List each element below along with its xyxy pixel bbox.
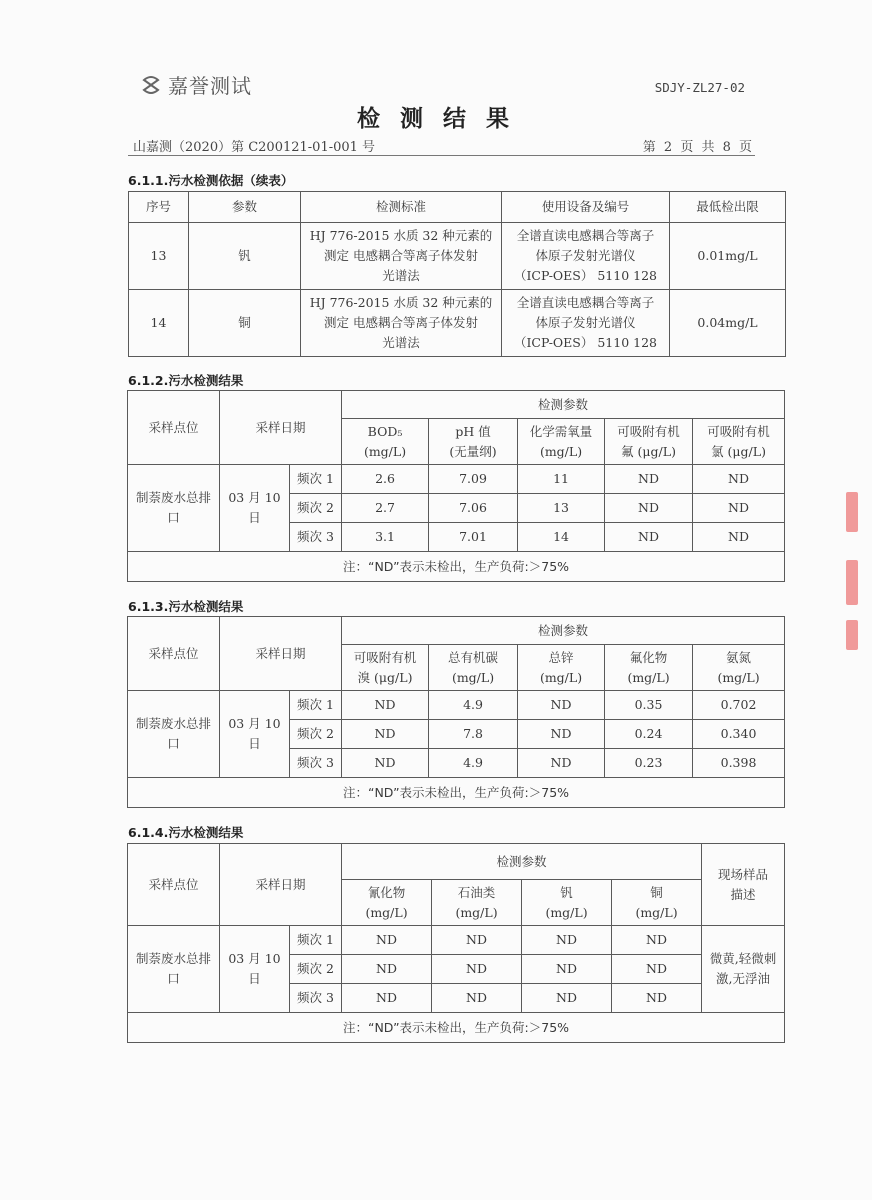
value-cell: ND	[605, 465, 693, 494]
table-row	[129, 223, 786, 290]
value-cell: 0.24	[605, 720, 693, 749]
site-header: 采样点位	[128, 844, 220, 926]
freq-cell: 频次 2	[290, 955, 342, 984]
col-header: pH 值 (无量纲)	[429, 419, 518, 465]
value-cell: ND	[342, 691, 429, 720]
value-cell: ND	[518, 749, 605, 778]
col-header: 总有机碳 (mg/L)	[429, 645, 518, 691]
freq-cell: 频次 1	[290, 691, 342, 720]
col-header: 氟化物 (mg/L)	[605, 645, 693, 691]
value-cell: 7.09	[429, 465, 518, 494]
company-logo	[140, 70, 252, 99]
seal-fragment	[846, 620, 858, 650]
section-title-6-1-1: 6.1.1.污水检测依据（续表）	[128, 173, 294, 188]
value-cell: 4.9	[429, 749, 518, 778]
col-header: 铜 (mg/L)	[612, 880, 702, 926]
date-header: 采样日期	[220, 844, 342, 926]
serial-cell: 13	[129, 223, 189, 290]
value-cell: ND	[432, 984, 522, 1013]
table-row	[128, 465, 785, 494]
value-cell: 7.01	[429, 523, 518, 552]
logo-text: 嘉誉测试	[168, 74, 252, 98]
seal-fragment	[846, 492, 858, 532]
value-cell: ND	[612, 984, 702, 1013]
equipment-cell: 全谱直读电感耦合等离子 体原子发射光谱仪 （ICP-OES） 5110 128	[502, 290, 670, 357]
limit-cell: 0.04mg/L	[670, 290, 786, 357]
freq-cell: 频次 3	[290, 984, 342, 1013]
header-divider	[128, 155, 755, 156]
value-cell: 2.6	[342, 465, 429, 494]
note-cell: 注：“ND”表示未检出，生产负荷:＞75%	[128, 778, 785, 808]
date-header: 采样日期	[220, 391, 342, 465]
params-header: 检测参数	[342, 617, 785, 645]
site-header: 采样点位	[128, 617, 220, 691]
value-cell: ND	[522, 984, 612, 1013]
value-cell: 0.23	[605, 749, 693, 778]
header-cell: 最低检出限	[670, 192, 786, 223]
freq-cell: 频次 2	[290, 494, 342, 523]
date-cell: 03 月 10 日	[220, 465, 290, 552]
logo-mark-icon	[140, 74, 162, 96]
page-title: 检 测 结 果	[356, 106, 516, 132]
document-code: SDJY-ZL27-02	[654, 80, 745, 95]
params-header: 检测参数	[342, 391, 785, 419]
limit-cell: 0.01mg/L	[670, 223, 786, 290]
value-cell: 3.1	[342, 523, 429, 552]
date-header: 采样日期	[220, 617, 342, 691]
section-title-6-1-2: 6.1.2.污水检测结果	[128, 373, 244, 388]
section-title-6-1-3: 6.1.3.污水检测结果	[128, 599, 244, 614]
note-cell: 注：“ND”表示未检出，生产负荷:＞75%	[128, 1013, 785, 1043]
report-number: 山嘉测（2020）第 C200121-01-001 号	[133, 140, 376, 155]
results-table-3	[127, 843, 785, 1043]
freq-cell: 频次 1	[290, 926, 342, 955]
header-cell: 参数	[189, 192, 301, 223]
value-cell: ND	[342, 749, 429, 778]
header-cell: 使用设备及编号	[502, 192, 670, 223]
equipment-cell: 全谱直读电感耦合等离子 体原子发射光谱仪 （ICP-OES） 5110 128	[502, 223, 670, 290]
value-cell: ND	[522, 955, 612, 984]
value-cell: 7.8	[429, 720, 518, 749]
sample-desc-cell: 微黄,轻微刺 激,无浮油	[702, 926, 785, 1013]
freq-cell: 频次 1	[290, 465, 342, 494]
col-header: 钒 (mg/L)	[522, 880, 612, 926]
seal-fragment	[846, 560, 858, 605]
value-cell: 0.398	[693, 749, 785, 778]
value-cell: ND	[605, 523, 693, 552]
value-cell: 11	[518, 465, 605, 494]
col-header: 总锌 (mg/L)	[518, 645, 605, 691]
col-header: 化学需氧量 (mg/L)	[518, 419, 605, 465]
sample-desc-header: 现场样品 描述	[702, 844, 785, 926]
serial-cell: 14	[129, 290, 189, 357]
date-cell: 03 月 10 日	[220, 691, 290, 778]
standard-cell: HJ 776-2015 水质 32 种元素的 测定 电感耦合等离子体发射 光谱法	[301, 290, 502, 357]
value-cell: ND	[432, 955, 522, 984]
section-title-6-1-4: 6.1.4.污水检测结果	[128, 825, 244, 840]
value-cell: 14	[518, 523, 605, 552]
value-cell: ND	[342, 984, 432, 1013]
value-cell: 2.7	[342, 494, 429, 523]
col-header: 氰化物 (mg/L)	[342, 880, 432, 926]
basis-table	[128, 191, 786, 357]
table-row	[128, 691, 785, 720]
value-cell: ND	[342, 720, 429, 749]
value-cell: ND	[693, 494, 785, 523]
value-cell: ND	[612, 926, 702, 955]
header-cell: 检测标准	[301, 192, 502, 223]
value-cell: ND	[518, 720, 605, 749]
value-cell: ND	[612, 955, 702, 984]
col-header: 可吸附有机 溴 (μg/L)	[342, 645, 429, 691]
header-cell: 序号	[129, 192, 189, 223]
note-cell: 注：“ND”表示未检出，生产负荷:＞75%	[128, 552, 785, 582]
value-cell: 13	[518, 494, 605, 523]
value-cell: 0.35	[605, 691, 693, 720]
col-header: BOD₅ (mg/L)	[342, 419, 429, 465]
site-cell: 制萘废水总排 口	[128, 465, 220, 552]
table-row	[128, 926, 785, 955]
value-cell: ND	[342, 955, 432, 984]
freq-cell: 频次 3	[290, 523, 342, 552]
date-cell: 03 月 10 日	[220, 926, 290, 1013]
value-cell: ND	[432, 926, 522, 955]
value-cell: ND	[605, 494, 693, 523]
col-header: 石油类 (mg/L)	[432, 880, 522, 926]
standard-cell: HJ 776-2015 水质 32 种元素的 测定 电感耦合等离子体发射 光谱法	[301, 223, 502, 290]
freq-cell: 频次 2	[290, 720, 342, 749]
page-number: 第 2 页 共 8 页	[642, 140, 752, 155]
col-header: 可吸附有机 氯 (μg/L)	[693, 419, 785, 465]
value-cell: 4.9	[429, 691, 518, 720]
table-row	[129, 290, 786, 357]
results-table-2	[127, 616, 785, 808]
table-header-row	[129, 192, 786, 223]
col-header: 氨氮 (mg/L)	[693, 645, 785, 691]
freq-cell: 频次 3	[290, 749, 342, 778]
site-cell: 制萘废水总排 口	[128, 926, 220, 1013]
params-header: 检测参数	[342, 844, 702, 880]
value-cell: 0.340	[693, 720, 785, 749]
param-cell: 钒	[189, 223, 301, 290]
results-table-1	[127, 390, 785, 582]
value-cell: ND	[693, 523, 785, 552]
value-cell: ND	[342, 926, 432, 955]
site-cell: 制萘废水总排 口	[128, 691, 220, 778]
value-cell: 0.702	[693, 691, 785, 720]
value-cell: 7.06	[429, 494, 518, 523]
param-cell: 铜	[189, 290, 301, 357]
col-header: 可吸附有机 氟 (μg/L)	[605, 419, 693, 465]
site-header: 采样点位	[128, 391, 220, 465]
value-cell: ND	[693, 465, 785, 494]
value-cell: ND	[522, 926, 612, 955]
value-cell: ND	[518, 691, 605, 720]
